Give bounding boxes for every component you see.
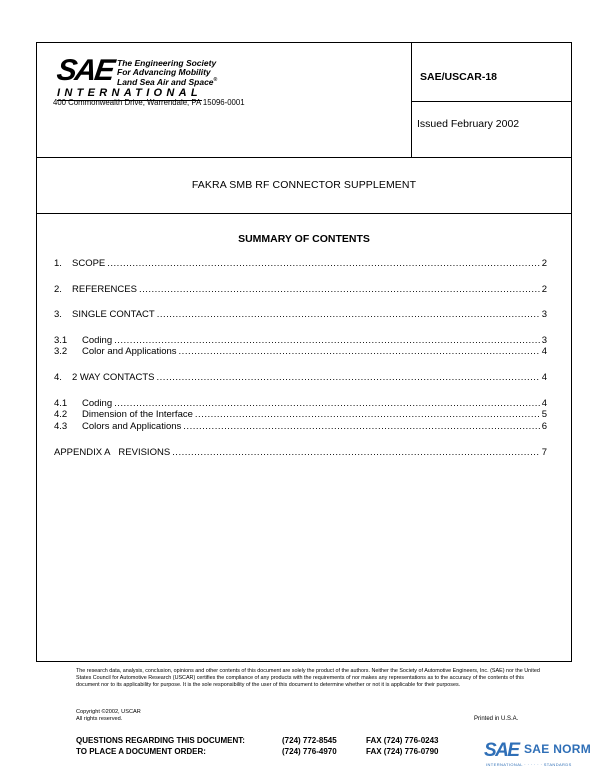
toc-number: 4.1 <box>54 398 68 409</box>
toc-title: Colors and Applications <box>82 421 182 432</box>
tagline-line-3 <box>117 76 217 86</box>
toc-leader <box>179 346 540 358</box>
questions-fax: FAX (724) 776-0243 <box>366 736 439 745</box>
registered-mark: ® <box>213 77 218 83</box>
order-label: TO PLACE A DOCUMENT ORDER: <box>76 747 206 756</box>
toc-number: 3.1 <box>54 335 68 346</box>
logo-cell <box>37 43 412 157</box>
copyright-line: Copyright ©2002, USCAR <box>76 709 141 715</box>
toc-page: 2 <box>541 284 547 295</box>
tagline-line-2: For Advancing Mobility <box>117 66 211 77</box>
toc-page: 4 <box>541 398 547 409</box>
toc-entry-label <box>54 258 105 270</box>
sae-address: 400 Commonwealth Drive, Warrendale, PA 15096-0001 <box>53 98 245 107</box>
printed-in-label: Printed in U.S.A. <box>474 716 519 722</box>
international-label: INTERNATIONAL <box>57 87 202 99</box>
rights-line: All rights reserved. <box>76 716 123 723</box>
order-phone: (724) 776-4970 <box>282 747 337 756</box>
order-fax: FAX (724) 776-0790 <box>366 747 439 756</box>
toc-entry-colors-applications[interactable] <box>54 421 547 433</box>
toc-entry-color-applications[interactable] <box>54 346 547 358</box>
toc-title: Color and Applications <box>82 346 177 357</box>
toc-number: 3. <box>54 309 62 320</box>
toc-entry-label <box>54 346 177 358</box>
tagline-line-3-text: Land Sea Air and Space <box>117 76 214 87</box>
sae-norm-watermark <box>484 740 596 772</box>
toc-entry-label <box>54 284 137 296</box>
toc-entry-references[interactable] <box>54 284 547 296</box>
toc-page: 4 <box>541 346 547 357</box>
toc-title: SCOPE <box>72 258 106 269</box>
toc-page: 6 <box>541 421 547 432</box>
questions-phone: (724) 772-8545 <box>282 736 337 745</box>
toc-page: 3 <box>541 309 547 320</box>
toc-leader <box>172 447 540 459</box>
toc-number: 4. <box>54 372 62 383</box>
order-row <box>76 746 456 757</box>
toc-number: 1. <box>54 258 62 269</box>
toc-number: 4.3 <box>54 421 68 432</box>
toc-leader <box>157 309 540 321</box>
issue-date: Issued February 2002 <box>417 118 520 130</box>
watermark-mark: SAE <box>484 740 519 761</box>
toc-entry-label <box>54 409 193 421</box>
toc-number: 2. <box>54 284 62 295</box>
toc-page: 7 <box>541 447 547 458</box>
toc-leader <box>157 372 540 384</box>
toc-entry-dimension-interface[interactable] <box>54 409 547 421</box>
toc-title: SINGLE CONTACT <box>72 309 155 320</box>
toc-page: 4 <box>541 372 547 383</box>
toc-leader <box>195 409 540 421</box>
document-title: FAKRA SMB RF CONNECTOR SUPPLEMENT <box>191 179 417 191</box>
document-number-cell <box>412 43 571 102</box>
toc-entry-label <box>54 372 155 384</box>
watermark-text: SAE NORM <box>524 742 592 756</box>
toc-number: APPENDIX A <box>54 447 111 458</box>
toc-title: Dimension of the Interface <box>82 409 193 420</box>
document-frame <box>36 42 572 662</box>
contact-info <box>76 735 456 757</box>
questions-label: QUESTIONS REGARDING THIS DOCUMENT: <box>76 736 245 745</box>
toc-entry-2-way-contacts[interactable] <box>54 372 547 384</box>
title-row <box>37 157 571 214</box>
toc-number: 3.2 <box>54 346 68 357</box>
toc-title: Coding <box>82 335 113 346</box>
toc-number: 4.2 <box>54 409 68 420</box>
toc-entry-appendix-a[interactable] <box>54 447 547 459</box>
toc-entry-single-contact[interactable] <box>54 309 547 321</box>
header-row <box>37 43 571 158</box>
copyright <box>76 709 141 723</box>
toc-page: 2 <box>541 258 547 269</box>
toc-leader <box>139 284 540 296</box>
toc-title: REVISIONS <box>118 447 171 458</box>
toc-leader <box>183 421 539 433</box>
toc-page: 5 <box>541 409 547 420</box>
toc-title: REFERENCES <box>72 284 137 295</box>
watermark-subtext: INTERNATIONAL · · · · · · STANDARDS <box>486 762 572 767</box>
toc-entry-label <box>54 309 155 321</box>
tagline-line-1: The Engineering Society <box>117 58 217 68</box>
questions-row <box>76 735 456 746</box>
disclaimer-text: The research data, analysis, conclusion, opinions and other contents of this document are solely the product of the authors. Neither the Society of Automotive Engineers, Inc. (SAE) nor the United States Council for Automotive Research (USCAR) certifies the compliance of any products with the requirements of nor makes any representations as to the accuracy of the contents of this document nor to its applicability for purpose. It is the sole responsibility of the user of this document to determine whether or not it is applicable for their purposes. <box>76 668 540 689</box>
toc-leader <box>107 258 539 270</box>
toc-title: 2 WAY CONTACTS <box>72 372 155 383</box>
document-id-cell <box>412 43 571 157</box>
toc-entry-scope[interactable] <box>54 258 547 270</box>
sae-tagline <box>117 59 217 86</box>
toc-entry-label <box>54 421 181 433</box>
sae-logo-mark: SAE <box>54 54 116 87</box>
document-number: SAE/USCAR-18 <box>420 71 498 83</box>
toc-title: Coding <box>82 398 113 409</box>
summary-heading: SUMMARY OF CONTENTS <box>238 233 370 245</box>
toc-page: 3 <box>541 335 547 346</box>
toc-entry-label <box>54 447 170 459</box>
